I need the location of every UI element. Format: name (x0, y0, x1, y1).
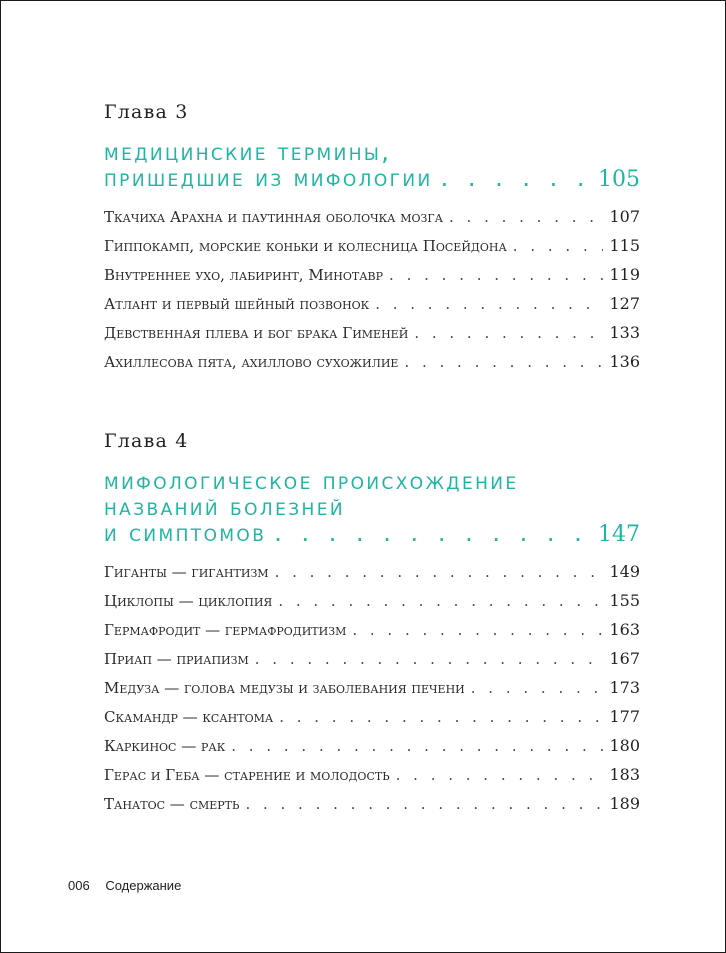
toc-entries (104, 207, 640, 381)
leader-dots (471, 679, 604, 697)
toc-entry[interactable] (104, 765, 640, 794)
chapter-label: Глава 3 (104, 101, 189, 123)
toc-entry-title: Герас и Геба — старение и молодость (104, 766, 390, 784)
toc-entry-page: 149 (609, 562, 640, 581)
chapter-3 (104, 101, 640, 381)
toc-entry-page: 136 (609, 352, 640, 371)
chapter-title-line: мифологическое происхождение (104, 467, 519, 495)
leader-dots (441, 165, 592, 191)
toc-entry-title: Гиганты — гигантизм (104, 563, 269, 581)
chapter-title-line: и симптомов (104, 519, 267, 547)
leader-dots (404, 353, 603, 371)
leader-dots (278, 592, 603, 610)
leader-dots (279, 708, 603, 726)
chapter-title[interactable] (104, 139, 640, 193)
chapter-title[interactable] (104, 468, 640, 548)
toc-entry-page: 155 (609, 591, 640, 610)
chapter-title-line-last (104, 520, 640, 548)
footer-section-title: Содержание (105, 878, 182, 893)
toc-entry-page: 133 (609, 323, 640, 342)
toc-entry[interactable] (104, 294, 640, 323)
toc-entry-page: 177 (609, 707, 640, 726)
leader-dots (375, 295, 603, 313)
chapter-title-line: названий болезней (104, 493, 345, 521)
chapter-4 (104, 430, 640, 823)
toc-entry[interactable] (104, 707, 640, 736)
toc-entry-page: 115 (609, 236, 640, 255)
toc-entry-page: 183 (609, 765, 640, 784)
toc-entry[interactable] (104, 591, 640, 620)
chapter-title-line: пришедшие из мифологии (104, 164, 433, 192)
toc-entry-title: Атлант и первый шейный позвонок (104, 295, 370, 313)
toc-entry[interactable] (104, 794, 640, 823)
toc-entry[interactable] (104, 265, 640, 294)
leader-dots (449, 208, 603, 226)
toc-entry-page: 163 (609, 620, 640, 639)
toc-entry[interactable] (104, 352, 640, 381)
chapter-label: Глава 4 (104, 430, 189, 452)
toc-entry[interactable] (104, 620, 640, 649)
toc-entry-title: Внутреннее ухо, лабиринт, Минотавр (104, 266, 384, 284)
leader-dots (274, 520, 592, 546)
toc-entry-title: Медуза — голова медузы и заболевания печени (104, 679, 465, 697)
chapter-page-number: 105 (598, 167, 640, 192)
toc-entry[interactable] (104, 323, 640, 352)
chapter-title-line-last (104, 165, 640, 193)
toc-entry-page: 189 (609, 794, 640, 813)
chapter-page-number: 147 (598, 522, 640, 547)
leader-dots (352, 621, 603, 639)
toc-entries (104, 562, 640, 823)
toc-entry-title: Циклопы — циклопия (104, 592, 273, 610)
leader-dots (255, 650, 604, 668)
toc-entry[interactable] (104, 562, 640, 591)
toc-entry[interactable] (104, 207, 640, 236)
toc-entry-page: 180 (609, 736, 640, 755)
toc-entry[interactable] (104, 736, 640, 765)
toc-entry-title: Гиппокамп, морские коньки и колесница Посейдона (104, 237, 507, 255)
leader-dots (389, 266, 603, 284)
chapter-title-line: медицинские термины, (104, 138, 392, 166)
leader-dots (275, 563, 604, 581)
leader-dots (231, 737, 603, 755)
leader-dots (513, 237, 604, 255)
toc-entry-title: Приап — приапизм (104, 650, 249, 668)
leader-dots (414, 324, 603, 342)
toc-entry-title: Ткачиха Арахна и паутинная оболочка мозга (104, 208, 443, 226)
toc-entry-title: Ахиллесова пята, ахиллово сухожилие (104, 353, 399, 371)
leader-dots (245, 795, 603, 813)
toc-entry-page: 167 (609, 649, 640, 668)
toc-entry-title: Скамандр — ксантома (104, 708, 274, 726)
toc-entry-page: 173 (609, 678, 640, 697)
toc-entry[interactable] (104, 678, 640, 707)
toc-entry[interactable] (104, 649, 640, 678)
footer-page-number: 006 (68, 878, 90, 893)
toc-entry-title: Каркинос — рак (104, 737, 226, 755)
toc-entry-title: Танатос — смерть (104, 795, 240, 813)
toc-entry-page: 127 (609, 294, 640, 313)
page-footer (68, 878, 181, 893)
toc-entry-page: 107 (609, 207, 640, 226)
toc-entry-page: 119 (609, 265, 640, 284)
leader-dots (396, 766, 604, 784)
toc-entry[interactable] (104, 236, 640, 265)
toc-entry-title: Девственная плева и бог брака Гименей (104, 324, 409, 342)
toc-entry-title: Гермафродит — гермафродитизм (104, 621, 347, 639)
